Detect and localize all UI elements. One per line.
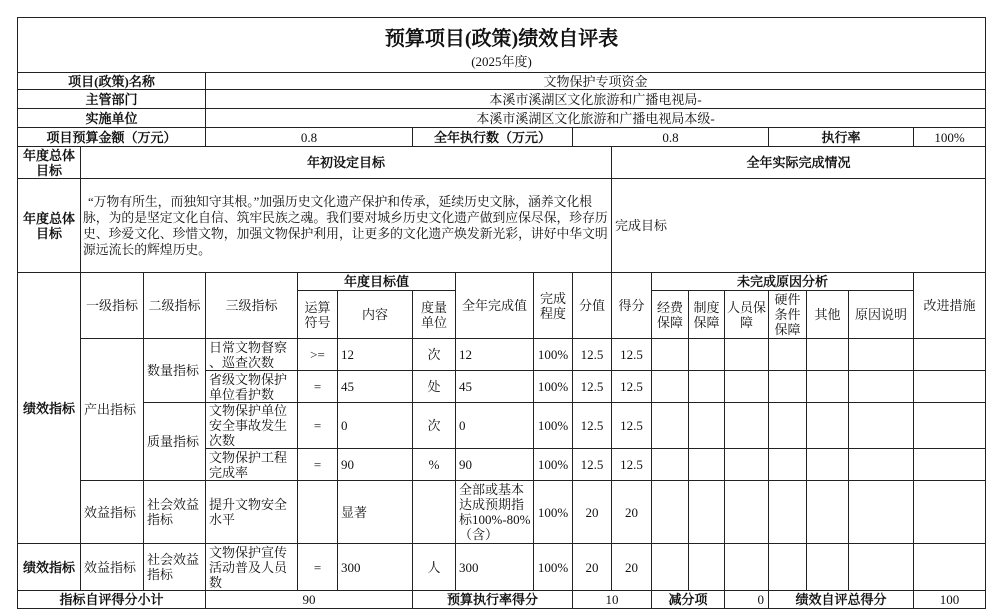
content-cell: 0	[338, 403, 413, 449]
degree-cell: 100%	[534, 403, 573, 449]
score-cell: 12.5	[612, 449, 652, 481]
annual-goal-row-label: 年度总体目标	[18, 179, 81, 273]
score-cell: 20	[612, 544, 652, 591]
budget-rate-score-label: 预算执行率得分	[413, 591, 573, 609]
operator-cell: =	[298, 371, 338, 403]
degree-cell: 100%	[534, 544, 573, 591]
level1-cell: 效益指标	[81, 481, 144, 544]
form-year: (2025年度)	[471, 54, 532, 69]
form-title: 预算项目(政策)绩效自评表	[384, 28, 619, 50]
hardware-cell	[769, 371, 807, 403]
level1-cell: 效益指标	[81, 544, 144, 591]
budget-label: 项目预算金额（万元）	[18, 128, 206, 147]
funding-cell	[652, 339, 689, 371]
staff-cell	[725, 339, 769, 371]
level3-header: 三级指标	[206, 273, 298, 339]
improvement-cell	[914, 371, 986, 403]
score-cell: 12.5	[612, 403, 652, 449]
degree-cell: 100%	[534, 449, 573, 481]
funding-header: 经费保障	[652, 291, 689, 339]
actual-cell: 12	[456, 339, 534, 371]
operator-header: 运算符号	[298, 291, 338, 339]
operator-cell	[298, 481, 338, 544]
indicator-header-row-1	[18, 273, 986, 291]
unit-label: 实施单位	[18, 109, 206, 128]
unit-cell: 人	[413, 544, 456, 591]
hardware-header: 硬件条件保障	[769, 291, 807, 339]
deduction-label: 减分项	[652, 591, 725, 609]
system-cell	[689, 544, 725, 591]
improvement-cell	[914, 481, 986, 544]
executed-label: 全年执行数（万元）	[413, 128, 573, 147]
level3-cell: 文物保护单位安全事故发生次数	[206, 403, 298, 449]
unit-cell: 处	[413, 371, 456, 403]
actual-cell: 90	[456, 449, 534, 481]
budget-rate-score-value: 10	[573, 591, 652, 609]
annual-target-header: 年度目标值	[298, 273, 456, 291]
staff-cell	[725, 403, 769, 449]
budget-value: 0.8	[206, 128, 413, 147]
goals-header-row	[18, 147, 986, 179]
staff-cell	[725, 371, 769, 403]
improvement-header: 改进措施	[914, 273, 986, 339]
other-header: 其他	[807, 291, 849, 339]
title-cell	[18, 18, 986, 73]
improvement-cell	[914, 544, 986, 591]
content-header: 内容	[338, 291, 413, 339]
improvement-cell	[914, 339, 986, 371]
info-row-unit	[18, 109, 986, 128]
unit-cell: 次	[413, 403, 456, 449]
content-cell: 12	[338, 339, 413, 371]
actual-cell: 45	[456, 371, 534, 403]
system-cell	[689, 481, 725, 544]
department-label: 主管部门	[18, 90, 206, 109]
operator-cell: =	[298, 544, 338, 591]
improvement-cell	[914, 403, 986, 449]
actual-completion-header: 全年实际完成情况	[612, 147, 986, 179]
content-cell: 显著	[338, 481, 413, 544]
other-cell	[807, 544, 849, 591]
level2-cell: 数量指标	[144, 339, 206, 403]
level3-cell: 提升文物安全水平	[206, 481, 298, 544]
weight-cell: 20	[573, 481, 612, 544]
system-cell	[689, 449, 725, 481]
explanation-cell	[849, 371, 914, 403]
staff-header: 人员保障	[725, 291, 769, 339]
level2-cell: 质量指标	[144, 403, 206, 481]
explanation-cell	[849, 544, 914, 591]
total-score-label: 绩效自评总得分	[769, 591, 914, 609]
level3-cell: 文物保护工程完成率	[206, 449, 298, 481]
actual-cell: 300	[456, 544, 534, 591]
initial-target-header: 年初设定目标	[81, 147, 612, 179]
degree-cell: 100%	[534, 371, 573, 403]
other-cell	[807, 403, 849, 449]
explanation-cell	[849, 339, 914, 371]
goals-content-row	[18, 179, 986, 273]
explanation-header: 原因说明	[849, 291, 914, 339]
department-value: 本溪市溪湖区文化旅游和广播电视局-	[206, 90, 986, 109]
staff-cell	[725, 544, 769, 591]
score-summary-row	[18, 591, 986, 609]
project-name-label: 项目(政策)名称	[18, 73, 206, 90]
explanation-cell	[849, 481, 914, 544]
improvement-cell	[914, 449, 986, 481]
indicator-row	[18, 403, 986, 449]
level2-cell: 社会效益指标	[144, 544, 206, 591]
actual-completion-text: 完成目标	[612, 179, 986, 273]
weight-cell: 12.5	[573, 403, 612, 449]
level3-cell: 日常文物督察、巡查次数	[206, 339, 298, 371]
section-label: 绩效指标	[18, 273, 81, 544]
unit-cell: 次	[413, 339, 456, 371]
actual-value-header: 全年完成值	[456, 273, 534, 339]
system-header: 制度保障	[689, 291, 725, 339]
other-cell	[807, 339, 849, 371]
level1-header: 一级指标	[81, 273, 144, 339]
weight-header: 分值	[573, 273, 612, 339]
content-cell: 90	[338, 449, 413, 481]
hardware-cell	[769, 339, 807, 371]
actual-cell: 0	[456, 403, 534, 449]
weight-cell: 12.5	[573, 449, 612, 481]
funding-cell	[652, 449, 689, 481]
other-cell	[807, 371, 849, 403]
incomplete-reasons-header: 未完成原因分析	[652, 273, 914, 291]
weight-cell: 20	[573, 544, 612, 591]
completion-degree-header: 完成程度	[534, 273, 573, 339]
unit-cell	[413, 481, 456, 544]
indicator-row	[18, 481, 986, 544]
staff-cell	[725, 481, 769, 544]
other-cell	[807, 449, 849, 481]
system-cell	[689, 371, 725, 403]
deduction-value: 0	[725, 591, 769, 609]
hardware-cell	[769, 403, 807, 449]
unit-header: 度量单位	[413, 291, 456, 339]
degree-cell: 100%	[534, 339, 573, 371]
hardware-cell	[769, 449, 807, 481]
executed-value: 0.8	[573, 128, 769, 147]
indicator-row	[18, 339, 986, 371]
hardware-cell	[769, 544, 807, 591]
title-row	[18, 18, 986, 73]
info-row-department	[18, 90, 986, 109]
content-cell: 45	[338, 371, 413, 403]
staff-cell	[725, 449, 769, 481]
total-score-value: 100	[914, 591, 986, 609]
execution-rate-label: 执行率	[769, 128, 914, 147]
operator-cell: =	[298, 449, 338, 481]
funding-cell	[652, 403, 689, 449]
level2-header: 二级指标	[144, 273, 206, 339]
level3-cell: 省级文物保护单位看护数	[206, 371, 298, 403]
score-cell: 12.5	[612, 371, 652, 403]
score-cell: 20	[612, 481, 652, 544]
annual-goal-header-label: 年度总体目标	[18, 147, 81, 179]
info-row-project-name	[18, 73, 986, 90]
subtotal-value: 90	[206, 591, 413, 609]
initial-target-text: “万物有所生，而独知守其根。”加强历史文化遗产保护和传承，延续历史文脉，涵养文化根脉，为的是坚定文化自信、筑牢民族之魂。我们要对城乡历史文化遗产做到应保尽保，珍存历史、珍爱文化、珍惜文物，加强文物保护利用，让更多的文化遗产焕发新光彩，讲好中华文明源远流长的辉煌历史。	[81, 179, 612, 273]
subtotal-label: 指标自评得分小计	[18, 591, 206, 609]
operator-cell: =	[298, 403, 338, 449]
system-cell	[689, 403, 725, 449]
project-name-value: 文物保护专项资金	[206, 73, 986, 90]
content-cell: 300	[338, 544, 413, 591]
execution-rate-value: 100%	[914, 128, 986, 147]
indicator-row	[18, 544, 986, 591]
explanation-cell	[849, 449, 914, 481]
weight-cell: 12.5	[573, 339, 612, 371]
unit-value: 本溪市溪湖区文化旅游和广播电视局本级-	[206, 109, 986, 128]
other-cell	[807, 481, 849, 544]
funding-cell	[652, 371, 689, 403]
score-header: 得分	[612, 273, 652, 339]
info-row-budget	[18, 128, 986, 147]
level2-cell: 社会效益指标	[144, 481, 206, 544]
actual-cell: 全部或基本达成预期指标100%-80%（含）	[456, 481, 534, 544]
system-cell	[689, 339, 725, 371]
level1-cell: 产出指标	[81, 339, 144, 481]
performance-self-evaluation-table	[17, 17, 986, 609]
funding-cell	[652, 544, 689, 591]
score-cell: 12.5	[612, 339, 652, 371]
section-label: 绩效指标	[18, 544, 81, 591]
operator-cell: >=	[298, 339, 338, 371]
level3-cell: 文物保护宣传活动普及人员数	[206, 544, 298, 591]
unit-cell: %	[413, 449, 456, 481]
degree-cell: 100%	[534, 481, 573, 544]
funding-cell	[652, 481, 689, 544]
explanation-cell	[849, 403, 914, 449]
weight-cell: 12.5	[573, 371, 612, 403]
hardware-cell	[769, 481, 807, 544]
